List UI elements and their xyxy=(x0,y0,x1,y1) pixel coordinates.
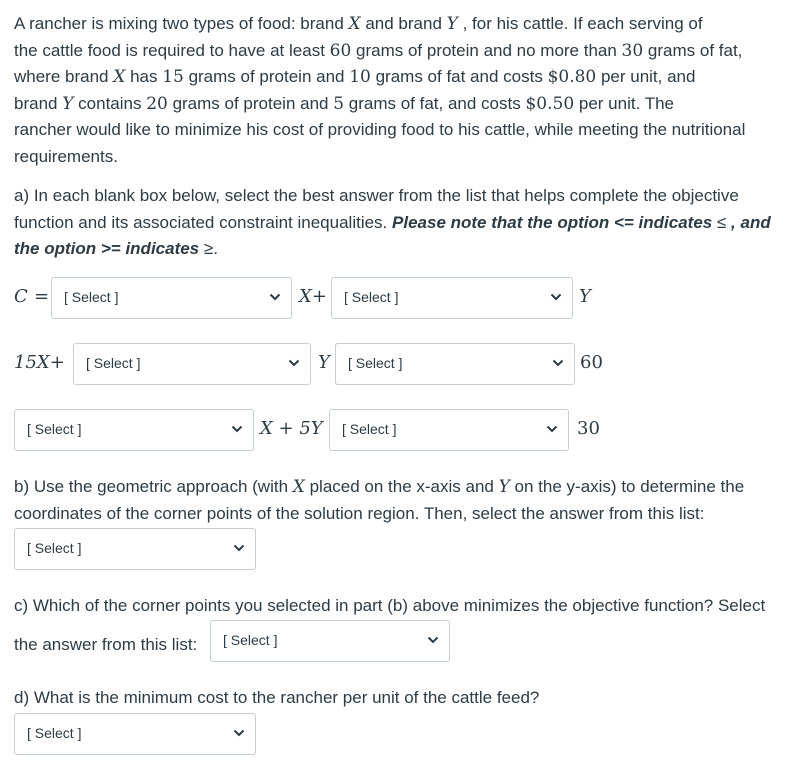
fat-middle-terms: X + 5Y xyxy=(260,418,323,439)
question-line-5: rancher would like to minimize his cost of providing food to his cattle, while meeting the nutritional xyxy=(14,120,746,139)
chevron-down-icon xyxy=(269,292,281,302)
minimum-cost-select[interactable] xyxy=(14,713,256,755)
part-b-line-2: coordinates of the corner points of the solution region. Then, select the answer from this list: xyxy=(14,503,705,523)
protein-y-coefficient-select[interactable] xyxy=(73,343,311,385)
part-a-line-1: a) In each blank box below, select the best answer from the list that helps complete the objective xyxy=(14,186,739,205)
question-line-3: where brand X has 15 grams of protein and 10 grams of fat and costs $0.80 per unit, and xyxy=(14,67,696,87)
question-line-1: A rancher is mixing two types of food: brand X and brand Y , for his cattle. If each serving of xyxy=(14,14,703,34)
chevron-down-icon xyxy=(233,543,245,553)
protein-rhs: 60 xyxy=(580,352,603,373)
objective-y-symbol: Y xyxy=(579,286,591,307)
part-a-line-3: the option >= indicates ≥. xyxy=(14,239,218,258)
select-placeholder: [ Select ] xyxy=(348,355,403,371)
objective-x-plus: X+ xyxy=(299,286,327,307)
chevron-down-icon xyxy=(233,728,245,738)
part-a-line-2: function and its associated constraint inequalities. Please note that the option <= indicates ≤ , and xyxy=(14,212,771,232)
part-c-line-1: c) Which of the corner points you selected in part (b) above minimizes the objective function? Select xyxy=(14,596,766,615)
protein-y-symbol: Y xyxy=(318,352,330,373)
protein-lhs: 15X+ xyxy=(14,352,65,373)
question-line-6: requirements. xyxy=(14,146,118,166)
chevron-down-icon xyxy=(288,358,300,368)
objective-x-coefficient-select[interactable] xyxy=(51,277,292,319)
select-placeholder: [ Select ] xyxy=(86,355,141,371)
part-d-line-1: d) What is the minimum cost to the rancher per unit of the cattle feed? xyxy=(14,688,540,707)
minimizing-point-select[interactable] xyxy=(210,620,450,662)
select-placeholder: [ Select ] xyxy=(64,289,119,305)
corner-points-select[interactable] xyxy=(14,528,256,570)
chevron-down-icon xyxy=(552,358,564,368)
part-b-line-1: b) Use the geometric approach (with X placed on the x-axis and Y on the y-axis) to determine the xyxy=(14,477,745,497)
select-placeholder: [ Select ] xyxy=(27,540,82,556)
select-placeholder: [ Select ] xyxy=(223,632,278,648)
chevron-down-icon xyxy=(546,424,558,434)
chevron-down-icon xyxy=(550,292,562,302)
objective-equals: = xyxy=(34,286,50,307)
fat-rhs: 30 xyxy=(577,418,600,439)
objective-c-symbol: C xyxy=(14,286,28,307)
select-placeholder: [ Select ] xyxy=(344,289,399,305)
select-placeholder: [ Select ] xyxy=(27,725,82,741)
fat-x-coefficient-select[interactable] xyxy=(14,409,254,451)
select-placeholder: [ Select ] xyxy=(342,421,397,437)
select-placeholder: [ Select ] xyxy=(27,421,82,437)
objective-y-coefficient-select[interactable] xyxy=(331,277,573,319)
protein-inequality-select[interactable] xyxy=(335,343,575,385)
chevron-down-icon xyxy=(231,424,243,434)
chevron-down-icon xyxy=(427,635,439,645)
fat-inequality-select[interactable] xyxy=(329,409,569,451)
part-c-line-2: the answer from this list: xyxy=(14,635,198,654)
question-line-4: brand Y contains 20 grams of protein and 5 grams of fat, and costs $0.50 per unit. The xyxy=(14,93,674,114)
question-line-2: the cattle food is required to have at least 60 grams of protein and no more than 30 grams of fat, xyxy=(14,40,743,61)
